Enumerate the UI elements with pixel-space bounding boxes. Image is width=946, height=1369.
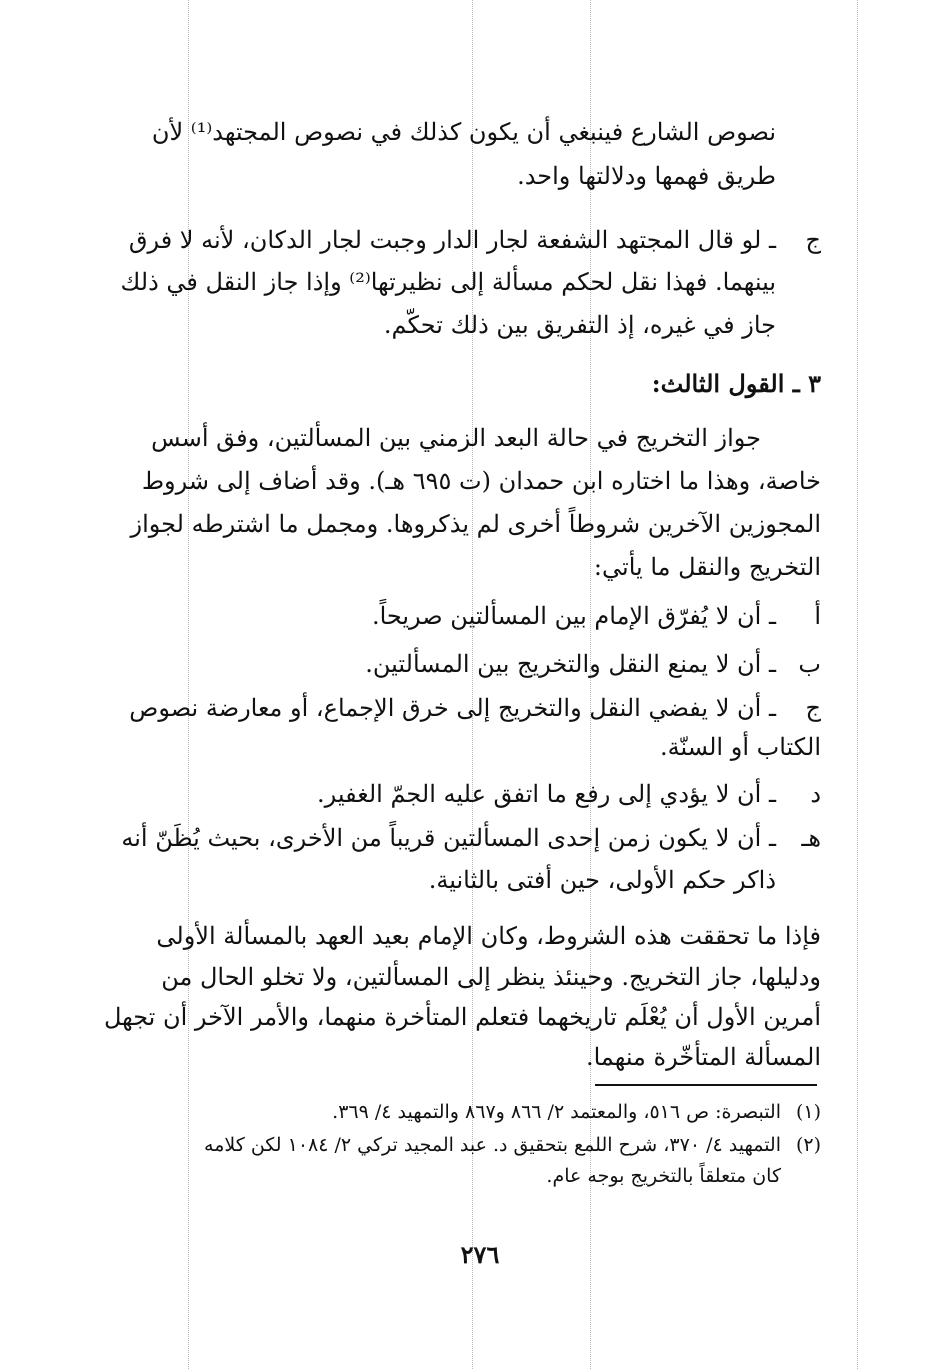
footnote-separator <box>595 1084 817 1086</box>
list-marker: ج <box>805 694 821 722</box>
list-marker: أ <box>814 602 821 630</box>
list-item-line: جاز في غيره، إذ التفريق بين ذلك تحكّم. <box>383 311 776 339</box>
scan-guide-line <box>188 0 189 1369</box>
footnote-number: (١) <box>795 1101 821 1123</box>
footnote-line: كان متعلقاً بالتخريج بوجه عام. <box>546 1165 781 1187</box>
footnote-line: التبصرة: ص ٥١٦، والمعتمد ٢/ ٨٦٦ و٨٦٧ والتمهيد ٤/ ٣٦٩. <box>332 1101 781 1123</box>
paragraph-line: جواز التخريج في حالة البعد الزمني بين المسألتين، وفق أسس <box>151 424 761 452</box>
footnote-number: (٢) <box>795 1134 821 1156</box>
scan-guide-line <box>472 0 473 1369</box>
list-marker: ب <box>798 650 821 678</box>
list-item-line: بينهما. فهذا نقل لحكم مسألة إلى نظيرتها⁽²⁾ وإذا جاز النقل في ذلك <box>120 268 776 296</box>
paragraph-line: المجوزين الآخرين شروطاً أخرى لم يذكروها. ومجمل ما اشترطه لجواز <box>130 510 821 538</box>
paragraph-line: طريق فهمها ودلالتها واحد. <box>517 162 776 190</box>
page-number: ٢٧٦ <box>460 1240 500 1269</box>
paragraph-line: المسألة المتأخّرة منهما. <box>585 1043 821 1071</box>
list-marker: ج <box>805 226 821 254</box>
paragraph-line: ودليلها، جاز التخريج. وحينئذ ينظر إلى المسألتين، ولا تخلو الحال من <box>161 963 821 991</box>
list-item-line: ـ أن لا يفضي النقل والتخريج إلى خرق الإجماع، أو معارضة نصوص <box>129 694 776 722</box>
list-marker: هـ <box>801 824 821 852</box>
list-marker: د <box>810 780 821 808</box>
list-item-line: ـ أن لا يؤدي إلى رفع ما اتفق عليه الجمّ الغفير. <box>317 780 776 808</box>
list-item-line: ـ أن لا يكون زمن إحدى المسألتين قريباً من الأخرى، بحيث يُظَنّ أنه <box>121 824 776 852</box>
paragraph-line: أمرين الأول أن يُعْلَم تاريخهما فتعلم المتأخرة منهما، والأمر الآخر أن تجهل <box>103 1003 821 1031</box>
footnote-line: التمهيد ٤/ ٣٧٠، شرح اللمع بتحقيق د. عبد المجيد تركي ٢/ ١٠٨٤ لكن كلامه <box>204 1134 781 1156</box>
list-item-line: ـ أن لا يمنع النقل والتخريج بين المسألتين. <box>365 650 776 678</box>
section-heading: ٣ ـ القول الثالث: <box>651 369 821 398</box>
list-item-line: ذاكر حكم الأولى، حين أفتى بالثانية. <box>428 866 776 894</box>
scan-guide-line <box>857 0 858 1369</box>
paragraph-line: فإذا ما تحققت هذه الشروط، وكان الإمام بعيد العهد بالمسألة الأولى <box>156 922 821 950</box>
paragraph-line: نصوص الشارع فينبغي أن يكون كذلك في نصوص المجتهد⁽¹⁾ لأن <box>151 118 776 146</box>
paragraph-line: التخريج والنقل ما يأتي: <box>593 553 821 581</box>
list-item-line: الكتاب أو السنّة. <box>659 733 821 761</box>
paragraph-line: خاصة، وهذا ما اختاره ابن حمدان (ت ٦٩٥ هـ). وقد أضاف إلى شروط <box>141 467 821 495</box>
list-item-line: ـ لو قال المجتهد الشفعة لجار الدار وجبت لجار الدكان، لأنه لا فرق <box>128 226 776 254</box>
list-item-line: ـ أن لا يُفرّق الإمام بين المسألتين صريحاً. <box>371 602 776 630</box>
